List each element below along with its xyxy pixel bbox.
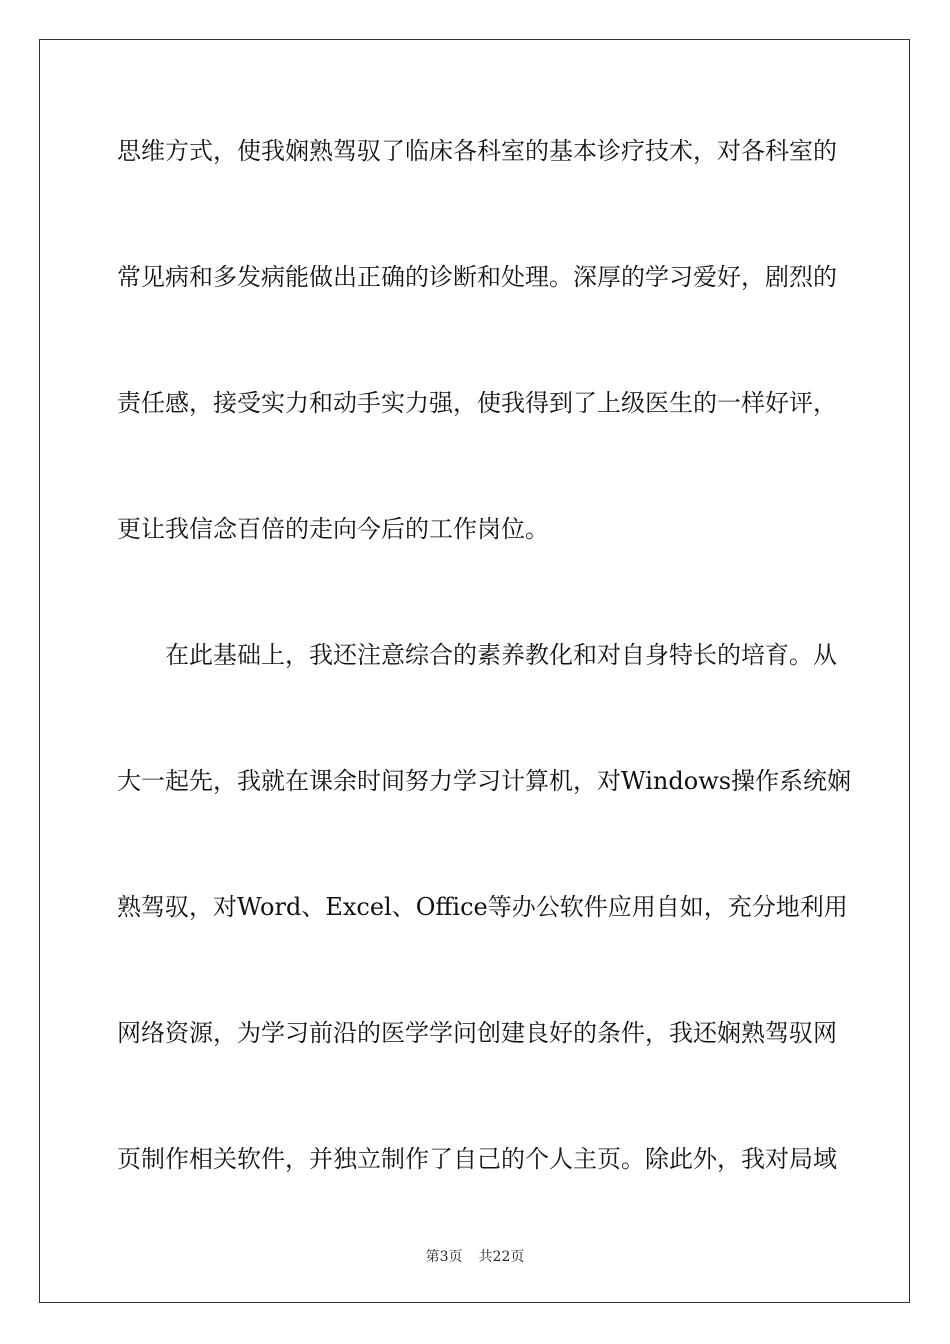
document-body — [117, 128, 852, 1262]
paragraph-line: 大一起先，我就在课余时间努力学习计算机，对Windows操作系统娴 — [117, 767, 852, 795]
paragraph-line: 页制作相关软件，并独立制作了自己的个人主页。除此外，我对局域 — [117, 1145, 837, 1173]
page-number: 第3页 — [425, 1249, 463, 1265]
paragraph-line: 熟驾驭，对Word、Excel、Office等办公软件应用自如，充分地利用 — [117, 893, 848, 921]
page-footer — [0, 1246, 950, 1266]
paragraph-line-end: 更让我信念百倍的走向今后的工作岗位。 — [117, 515, 549, 543]
paragraph-first-line: 在此基础上，我还注意综合的素养教化和对自身特长的培育。从 — [165, 641, 837, 669]
paragraph-line: 常见病和多发病能做出正确的诊断和处理。深厚的学习爱好，剧烈的 — [117, 263, 837, 291]
paragraph-line: 思维方式，使我娴熟驾驭了临床各科室的基本诊疗技术，对各科室的 — [117, 137, 837, 165]
page-total: 共22页 — [478, 1249, 525, 1265]
paragraph-line: 责任感，接受实力和动手实力强，使我得到了上级医生的一样好评， — [117, 389, 837, 417]
paragraph-line: 网络资源，为学习前沿的医学学问创建良好的条件，我还娴熟驾驭网 — [117, 1019, 837, 1047]
